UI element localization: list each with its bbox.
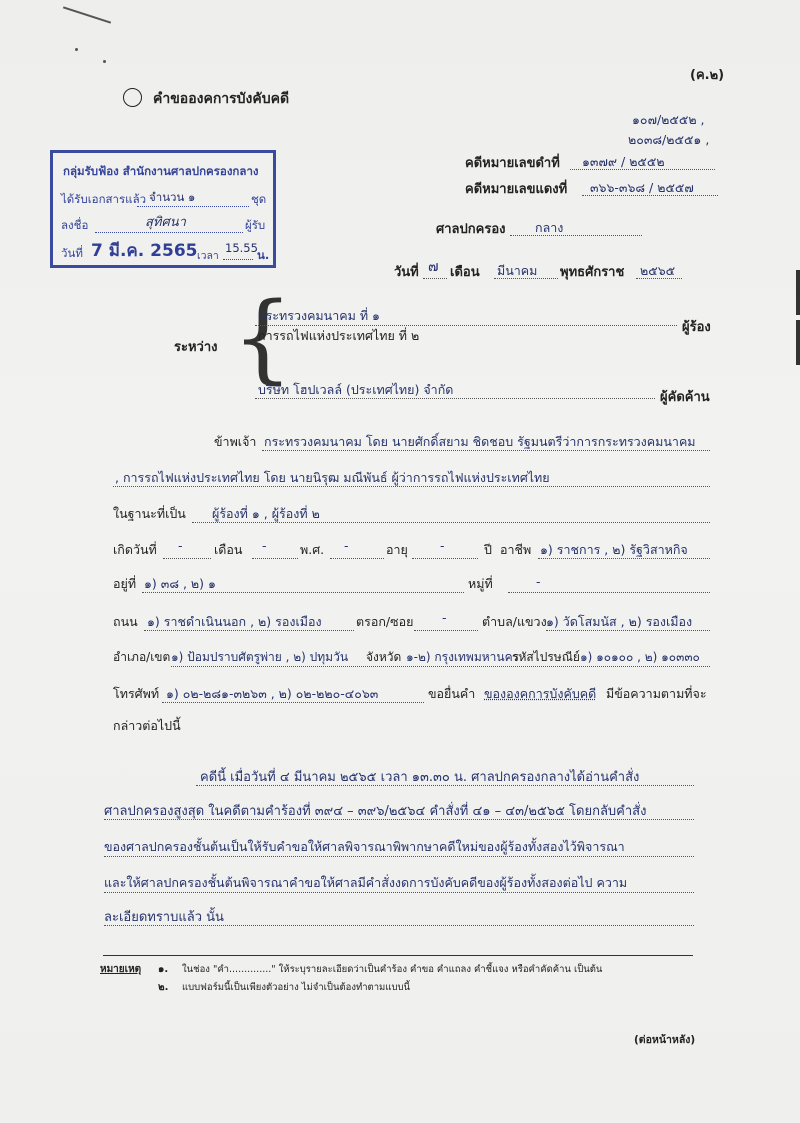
stamp-date-value: 7 มี.ค. 2565 [91,241,198,261]
stamp-signed-unit: ผู้รับ [245,218,266,232]
stamp-received-label: ได้รับเอกสารแล้ว [61,192,147,206]
paragraph-line: และให้ศาลปกครองชั้นต้นพิจารณาคำขอให้ศาลมีคำสั่งงดการบังคับคดีของผู้ร้องทั้งสองต่อไป ความ [104,875,628,890]
i-label: ข้าพเจ้า [214,434,257,449]
amphoe-value: ๑) ป้อมปราบศัตรูพ่าย , ๒) ปทุมวัน [171,650,349,664]
petitioner-2: การรถไฟแห่งประเทศไทย ที่ ๒ [258,328,420,343]
date-month-label: เดือน [450,265,480,280]
paragraph-line: ของศาลปกครองชั้นต้นเป็นให้รับคำขอให้ศาลพิจารณาพิพากษาคดีใหม่ของผู้ร้องทั้งสองไว้พิจารณา [104,839,625,854]
footer-rule [103,955,693,956]
continue-note: (ต่อหน้าหลัง) [634,1034,696,1046]
stray-mark [63,6,111,23]
paragraph-line: ศาลปกครองสูงสุด ในคดีตามคำร้องที่ ๓๙๔ – ๓๙๖/๒๕๖๔ คำสั่งที่ ๔๑ – ๔๓/๒๕๖๕ โดยกลับคำสั่ง [104,804,647,819]
stray-mark [75,48,78,51]
age-value: - [440,538,445,553]
ref-number: ๑๐๗/๒๕๕๒ , [632,112,705,127]
between-label: ระหว่าง [174,340,218,355]
postal-value: ๑) ๑๐๑๐๐ , ๒) ๑๐๓๓๐ [580,650,700,664]
province-value: ๑-๒) กรุงเทพมหานคร [406,650,520,664]
stamp-signed-label: ลงชื่อ [61,218,89,232]
black-case-label: คดีหมายเลขดำที่ [465,156,560,171]
stamp-signature: สุทิศนา [145,215,186,230]
note-1-num: ๑. [158,964,169,975]
moo-value: - [536,574,541,589]
paragraph-line: คดีนี้ เมื่อวันที่ ๔ มีนาคม ๒๕๖๕ เวลา ๑๓.๓๐ น. ศาลปกครองกลางได้อ่านคำสั่ง [200,770,640,785]
note-label: หมายเหตุ [100,964,142,975]
date-year-label: พุทธศักราช [560,265,625,280]
born-year-label: พ.ศ. [300,542,325,557]
phone-label: โทรศัพท์ [113,686,160,701]
stamp-org: กลุ่มรับฟ้อง สำนักงานศาลปกครองกลาง [63,164,259,178]
red-case-value: ๓๖๖-๓๖๘ / ๒๕๕๗ [590,180,694,195]
note-1: ในช่อง "คำ.............." ให้ระบุรายละเอียดว่าเป็นคำร้อง คำขอ คำแถลง คำชี้แจง หรือคำคัดค้าน เป็นต้น [182,964,603,975]
addr-value: ๑) ๓๘ , ๒) ๑ [144,576,216,591]
stamp-time-label: เวลา [197,250,219,262]
petitioner-1: กระทรวงคมนาคม ที่ ๑ [258,308,380,323]
request-tail: กล่าวต่อไปนี้ [113,718,181,733]
note-2: แบบฟอร์มนี้เป็นเพียงตัวอย่าง ไม่จำเป็นต้องทำตามแบบนี้ [182,982,410,993]
phone-value: ๑) ๐๒-๒๘๑-๓๒๖๓ , ๒) ๐๒-๒๒๐-๔๐๖๓ [166,686,379,701]
i-value-2: , การรถไฟแห่งประเทศไทย โดย นายนิรุฒ มณีพันธ์ ผู้ว่าการรถไฟแห่งประเทศไทย [115,470,550,485]
born-day-value: - [178,538,183,553]
respondent: บริษัท โฮปเวลล์ (ประเทศไทย) จำกัด [258,382,454,397]
stamp-date-label: วันที่ [61,246,83,260]
addr-label: อยู่ที่ [113,576,137,591]
date-day-label: วันที่ [394,265,419,280]
age-unit: ปี [484,542,492,557]
black-case-value: ๑๓๗๙ / ๒๕๕๒ [582,154,665,169]
born-day-label: เกิดวันที่ [113,542,157,557]
road-value: ๑) ราชดำเนินนอก , ๒) รองเมือง [147,614,322,629]
brace: { [232,282,294,394]
born-year-value: - [344,538,349,553]
soi-label: ตรอก/ซอย [356,614,414,629]
stamp-received-value: จำนวน ๑ [149,190,196,204]
date-day-value: ๗ [428,259,439,275]
court-label: ศาลปกครอง [436,222,506,237]
job-value: ๑) ราชการ , ๒) รัฐวิสาหกิจ [540,542,688,557]
status-value: ผู้ร้องที่ ๑ , ผู้ร้องที่ ๒ [212,506,320,521]
amphoe-label: อำเภอ/เขต [113,650,171,664]
request-prefix: ขอยื่นคำ [428,686,476,701]
i-value: กระทรวงคมนาคม โดย นายศักดิ์สยาม ชิดชอบ รัฐมนตรีว่าการกระทรวงคมนาคม [264,434,696,449]
born-month-label: เดือน [214,542,243,557]
checkbox-circle-icon [123,88,142,107]
receipt-stamp [50,150,276,268]
ref-number: ๒๐๓๘/๒๕๕๑ , [628,132,710,147]
red-case-label: คดีหมายเลขแดงที่ [465,182,568,197]
age-label: อายุ [386,542,408,557]
job-label: อาชีพ [500,542,532,557]
petitioner-role: ผู้ร้อง [682,320,711,335]
status-label: ในฐานะที่เป็น [113,506,186,521]
edge-shadow [796,270,800,315]
form-code: (ค.๒) [690,68,725,83]
request-value: ขององคการบังคับคดี [484,686,597,701]
province-label: จังหวัด [366,650,402,664]
paragraph-line: ละเอียดทราบแล้ว นั้น [104,910,224,925]
date-month-value: มีนาคม [497,263,538,278]
road-label: ถนน [113,614,138,629]
moo-label: หมู่ที่ [468,576,493,591]
postal-label: รหัสไปรษณีย์ [512,650,580,664]
stamp-time-unit: น. [257,248,270,262]
soi-value: - [442,610,447,625]
tambon-label: ตำบล/แขวง [482,614,547,629]
respondent-role: ผู้คัดค้าน [660,390,710,405]
tambon-value: ๑) วัดโสมนัส , ๒) รองเมือง [546,614,693,629]
court-value: กลาง [535,220,564,235]
form-title: คำขอองคการบังคับคดี [153,91,290,107]
edge-shadow [796,320,800,365]
date-year-value: ๒๕๖๕ [640,263,676,278]
born-month-value: - [262,538,267,553]
request-suffix: มีข้อความตามที่จะ [606,686,707,701]
stray-mark [103,60,106,63]
stamp-time-value: 15.55 [225,241,258,255]
stamp-received-unit: ชุด [251,192,267,206]
note-2-num: ๒. [158,982,169,993]
